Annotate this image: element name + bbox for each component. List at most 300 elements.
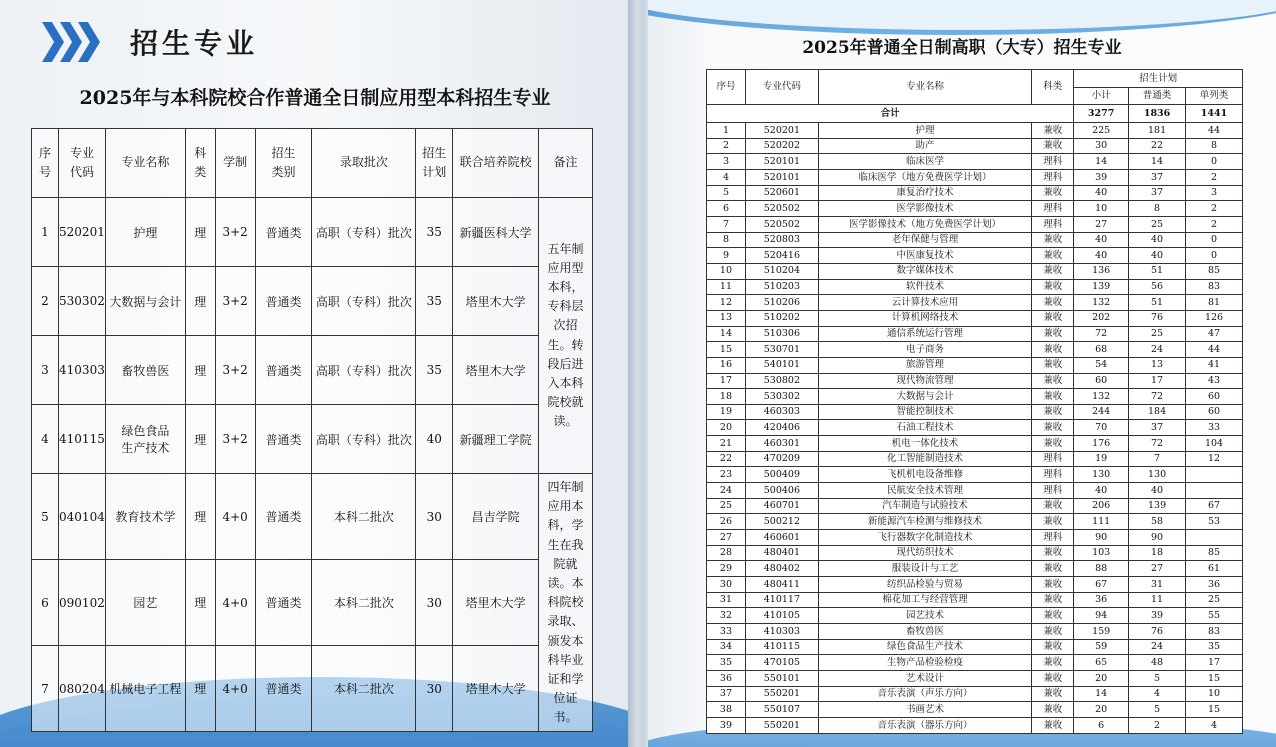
cell-no: 10 [707,263,746,279]
cell-category: 普通类 [255,198,312,267]
cell-name: 园艺技术 [818,608,1031,624]
cell-no: 30 [707,577,746,593]
cell-regular: 27 [1129,561,1186,577]
table-row [707,138,1243,154]
table-row [707,670,1243,686]
cell-name: 康复治疗技术 [818,185,1031,201]
total-separate: 1441 [1186,105,1243,123]
cell-code: 470105 [745,655,818,671]
cell-subtotal: 36 [1074,592,1129,608]
cell-separate: 83 [1186,279,1243,295]
cell-code: 090102 [58,560,105,646]
cell-regular: 37 [1129,420,1186,436]
cell-name: 医学影像技术 [818,201,1031,217]
cell-separate: 0 [1186,232,1243,248]
cell-subtotal: 60 [1074,373,1129,389]
cell-school: 昌吉学院 [453,474,539,560]
cell-type: 兼收 [1032,185,1074,201]
cell-code: 530302 [58,267,105,336]
cell-subtotal: 132 [1074,295,1129,311]
table-row [707,702,1243,718]
cell-code: 530701 [745,342,818,358]
cell-type: 兼收 [1032,279,1074,295]
cell-separate: 15 [1186,702,1243,718]
header-code: 专业代码 [745,70,818,105]
table-row [707,373,1243,389]
cell-name: 中医康复技术 [818,248,1031,264]
cell-batch: 高职（专科）批次 [312,198,416,267]
cell-plan: 30 [416,474,453,560]
cell-subtotal: 65 [1074,655,1129,671]
cell-separate: 0 [1186,248,1243,264]
cell-type: 兼收 [1032,639,1074,655]
cell-plan: 30 [416,560,453,646]
cell-name: 艺术设计 [818,670,1031,686]
cell-name: 音乐表演（声乐方向） [818,686,1031,702]
cell-name: 旅游管理 [818,357,1031,373]
cell-no: 7 [707,216,746,232]
cell-code: 520601 [745,185,818,201]
cell-name: 汽车制造与试验技术 [818,498,1031,514]
cell-regular: 11 [1129,592,1186,608]
cell-regular: 39 [1129,608,1186,624]
cell-subtotal: 39 [1074,169,1129,185]
cell-no: 6 [707,201,746,217]
header-type: 科类 [1032,70,1074,105]
note-five-year: 五年制应用型本科，专科层次招生。转段后进入本科院校就读。 [538,198,592,474]
cell-type: 兼收 [1032,670,1074,686]
cell-subtotal: 20 [1074,702,1129,718]
cell-separate: 81 [1186,295,1243,311]
cell-code: 410303 [58,336,105,405]
table-row [707,655,1243,671]
table-row [707,592,1243,608]
cell-type: 理科 [1032,154,1074,170]
table-row [707,279,1243,295]
cell-regular: 40 [1129,248,1186,264]
cell-subtotal: 202 [1074,310,1129,326]
cell-no: 27 [707,530,746,546]
cell-no: 1 [32,198,59,267]
cell-no: 24 [707,483,746,499]
cell-separate [1186,483,1243,499]
cell-subtotal: 244 [1074,404,1129,420]
cell-school: 塔里木大学 [453,336,539,405]
cell-separate: 44 [1186,123,1243,139]
column-header: 科 类 [185,129,215,198]
header-no: 序号 [707,70,746,105]
cell-separate: 2 [1186,216,1243,232]
cell-subtotal: 6 [1074,717,1129,733]
cell-separate: 60 [1186,404,1243,420]
cell-batch: 高职（专科）批次 [312,336,416,405]
cell-type: 理 [185,474,215,560]
cell-subtotal: 54 [1074,357,1129,373]
cell-type: 兼收 [1032,436,1074,452]
cell-school: 新疆理工学院 [453,405,539,474]
cell-name: 软件技术 [818,279,1031,295]
cell-code: 460301 [745,436,818,452]
cell-code: 510202 [745,310,818,326]
table-row [707,185,1243,201]
cell-separate: 33 [1186,420,1243,436]
cell-type: 理 [185,560,215,646]
vocational-majors-table [706,69,1243,734]
table-row [707,420,1243,436]
cell-type: 兼收 [1032,138,1074,154]
cell-code: 550201 [745,717,818,733]
table-row [707,483,1243,499]
cell-category: 普通类 [255,336,312,405]
cell-batch: 本科二批次 [312,474,416,560]
cell-subtotal: 20 [1074,670,1129,686]
cell-school: 塔里木大学 [453,267,539,336]
cell-regular: 72 [1129,389,1186,405]
table-row [707,232,1243,248]
cell-separate: 53 [1186,514,1243,530]
cell-name: 护理 [818,123,1031,139]
cell-subtotal: 40 [1074,232,1129,248]
cell-code: 410117 [745,592,818,608]
table-row [707,561,1243,577]
cell-regular: 58 [1129,514,1186,530]
cell-name: 现代纺织技术 [818,545,1031,561]
cell-code: 460303 [745,404,818,420]
cell-separate: 15 [1186,670,1243,686]
cell-duration: 3+2 [215,198,255,267]
cell-duration: 3+2 [215,336,255,405]
cell-duration: 4+0 [215,474,255,560]
table-row [707,530,1243,546]
cell-no: 36 [707,670,746,686]
table-row [707,608,1243,624]
cell-separate: 36 [1186,577,1243,593]
cell-name: 数字媒体技术 [818,263,1031,279]
cell-separate: 0 [1186,154,1243,170]
cell-separate [1186,530,1243,546]
cell-name: 纺织品检验与贸易 [818,577,1031,593]
table-row [32,267,593,336]
cell-type: 兼收 [1032,295,1074,311]
cell-regular: 25 [1129,326,1186,342]
table-row [707,216,1243,232]
cell-regular: 40 [1129,232,1186,248]
cell-regular: 76 [1129,310,1186,326]
table-row [32,405,593,474]
applied-bachelor-table [31,128,593,732]
cell-code: 410303 [745,624,818,640]
cell-code: 510203 [745,279,818,295]
cell-no: 2 [32,267,59,336]
cell-regular: 14 [1129,154,1186,170]
cell-code: 040104 [58,474,105,560]
cell-subtotal: 40 [1074,185,1129,201]
cell-name: 医学影像技术（地方免费医学计划） [818,216,1031,232]
cell-regular: 139 [1129,498,1186,514]
cell-regular: 76 [1129,624,1186,640]
cell-type: 兼收 [1032,702,1074,718]
table-row [707,123,1243,139]
table-row [707,577,1243,593]
cell-regular: 24 [1129,639,1186,655]
cell-code: 520416 [745,248,818,264]
cell-code: 520502 [745,201,818,217]
column-header: 序 号 [32,129,59,198]
cell-no: 5 [707,185,746,201]
column-header: 备注 [538,129,592,198]
column-header: 学制 [215,129,255,198]
cell-type: 兼收 [1032,608,1074,624]
cell-batch: 高职（专科）批次 [312,267,416,336]
cell-subtotal: 10 [1074,201,1129,217]
column-header: 录取批次 [312,129,416,198]
cell-type: 理 [185,198,215,267]
cell-no: 22 [707,451,746,467]
column-header: 招生 类别 [255,129,312,198]
total-label: 合计 [707,105,1074,123]
cell-regular: 37 [1129,169,1186,185]
cell-name: 棉花加工与经营管理 [818,592,1031,608]
cell-regular: 13 [1129,357,1186,373]
cell-separate: 41 [1186,357,1243,373]
chevron-icon [42,22,96,62]
header-plan: 招生计划 [1074,70,1243,88]
cell-separate: 3 [1186,185,1243,201]
cell-name: 飞机机电设备维修 [818,467,1031,483]
cell-category: 普通类 [255,267,312,336]
cell-name: 大数据与会计 [105,267,185,336]
cell-code: 460701 [745,498,818,514]
column-header: 联合培养院校 [453,129,539,198]
table-row [707,295,1243,311]
cell-type: 兼收 [1032,263,1074,279]
table-row [707,436,1243,452]
table-row [707,201,1243,217]
cell-code: 510206 [745,295,818,311]
cell-no: 33 [707,624,746,640]
cell-category: 普通类 [255,560,312,646]
cell-separate: 104 [1186,436,1243,452]
cell-separate: 35 [1186,639,1243,655]
cell-separate: 126 [1186,310,1243,326]
cell-type: 兼收 [1032,310,1074,326]
cell-separate: 60 [1186,389,1243,405]
cell-type: 理科 [1032,451,1074,467]
cell-code: 520101 [745,154,818,170]
cell-code: 520202 [745,138,818,154]
total-row [707,105,1243,123]
table-header [32,129,593,198]
cell-name: 临床医学 [818,154,1031,170]
cell-category: 普通类 [255,474,312,560]
cell-regular: 25 [1129,216,1186,232]
cell-no: 28 [707,545,746,561]
table-row [707,342,1243,358]
cell-name: 绿色食品生产技术 [818,639,1031,655]
cell-regular: 5 [1129,670,1186,686]
cell-plan: 30 [416,646,453,732]
table-row [707,389,1243,405]
cell-type: 兼收 [1032,326,1074,342]
cell-separate: 61 [1186,561,1243,577]
cell-regular: 37 [1129,185,1186,201]
cell-separate: 85 [1186,263,1243,279]
cell-no: 35 [707,655,746,671]
cell-regular: 51 [1129,295,1186,311]
cell-name: 助产 [818,138,1031,154]
cell-plan: 35 [416,336,453,405]
cell-code: 520101 [745,169,818,185]
cell-separate: 17 [1186,655,1243,671]
cell-code: 080204 [58,646,105,732]
cell-name: 临床医学（地方免费医学计划） [818,169,1031,185]
cell-name: 飞行器数字化制造技术 [818,530,1031,546]
cell-subtotal: 111 [1074,514,1129,530]
cell-type: 兼收 [1032,389,1074,405]
column-header: 专业 代码 [58,129,105,198]
cell-code: 510204 [745,263,818,279]
cell-type: 理科 [1032,467,1074,483]
cell-no: 3 [32,336,59,405]
cell-regular: 17 [1129,373,1186,389]
header-name: 专业名称 [818,70,1031,105]
cell-regular: 4 [1129,686,1186,702]
cell-subtotal: 30 [1074,138,1129,154]
cell-code: 500409 [745,467,818,483]
cell-code: 530302 [745,389,818,405]
cell-no: 37 [707,686,746,702]
cell-subtotal: 103 [1074,545,1129,561]
cell-no: 20 [707,420,746,436]
cell-regular: 5 [1129,702,1186,718]
cell-type: 理科 [1032,169,1074,185]
cell-regular: 8 [1129,201,1186,217]
cell-type: 兼收 [1032,655,1074,671]
cell-regular: 72 [1129,436,1186,452]
cell-duration: 3+2 [215,267,255,336]
cell-separate: 10 [1186,686,1243,702]
cell-name: 新能源汽车检测与维修技术 [818,514,1031,530]
cell-batch: 高职（专科）批次 [312,405,416,474]
cell-type: 理科 [1032,483,1074,499]
cell-separate: 83 [1186,624,1243,640]
cell-name: 现代物流管理 [818,373,1031,389]
cell-separate: 47 [1186,326,1243,342]
cell-no: 21 [707,436,746,452]
cell-name: 通信系统运行管理 [818,326,1031,342]
cell-regular: 2 [1129,717,1186,733]
table-row [707,154,1243,170]
cell-subtotal: 132 [1074,389,1129,405]
table-row [707,248,1243,264]
cell-no: 8 [707,232,746,248]
cell-subtotal: 70 [1074,420,1129,436]
cell-separate: 2 [1186,201,1243,217]
table-row [707,326,1243,342]
cell-plan: 35 [416,198,453,267]
cell-name: 石油工程技术 [818,420,1031,436]
table-row [707,686,1243,702]
cell-regular: 184 [1129,404,1186,420]
cell-subtotal: 206 [1074,498,1129,514]
cell-batch: 本科二批次 [312,560,416,646]
cell-subtotal: 225 [1074,123,1129,139]
cell-name: 生物产品检验检疫 [818,655,1031,671]
cell-name: 畜牧兽医 [818,624,1031,640]
cell-duration: 3+2 [215,405,255,474]
cell-type: 兼收 [1032,232,1074,248]
table-row [707,404,1243,420]
cell-no: 32 [707,608,746,624]
cell-code: 520803 [745,232,818,248]
cell-code: 520201 [745,123,818,139]
header-separate: 单列类 [1186,87,1243,105]
cell-code: 550107 [745,702,818,718]
table-header [707,70,1243,105]
table-row [707,545,1243,561]
cell-name: 电子商务 [818,342,1031,358]
total-regular: 1836 [1129,105,1186,123]
cell-subtotal: 59 [1074,639,1129,655]
cell-type: 兼收 [1032,686,1074,702]
cell-separate [1186,467,1243,483]
cell-name: 大数据与会计 [818,389,1031,405]
cell-regular: 7 [1129,451,1186,467]
cell-code: 550101 [745,670,818,686]
cell-separate: 25 [1186,592,1243,608]
cell-subtotal: 88 [1074,561,1129,577]
cell-name: 园艺 [105,560,185,646]
cell-no: 38 [707,702,746,718]
cell-subtotal: 90 [1074,530,1129,546]
cell-type: 兼收 [1032,624,1074,640]
cell-code: 510306 [745,326,818,342]
cell-duration: 4+0 [215,646,255,732]
cell-regular: 18 [1129,545,1186,561]
cell-name: 绿色食品 生产技术 [105,405,185,474]
cell-type: 理科 [1032,201,1074,217]
cell-code: 470209 [745,451,818,467]
total-subtotal: 3277 [1074,105,1129,123]
cell-no: 3 [707,154,746,170]
table-row [707,169,1243,185]
table-row [707,498,1243,514]
cell-no: 19 [707,404,746,420]
cell-no: 26 [707,514,746,530]
table-row [32,336,593,405]
cell-type: 兼收 [1032,577,1074,593]
table-row [32,474,593,560]
cell-separate: 8 [1186,138,1243,154]
cell-type: 兼收 [1032,357,1074,373]
cell-type: 兼收 [1032,717,1074,733]
cell-no: 1 [707,123,746,139]
cell-code: 530802 [745,373,818,389]
cell-type: 理 [185,646,215,732]
cell-regular: 48 [1129,655,1186,671]
cell-no: 29 [707,561,746,577]
cell-plan: 40 [416,405,453,474]
column-header: 招生 计划 [416,129,453,198]
cell-type: 理 [185,267,215,336]
cell-separate: 12 [1186,451,1243,467]
cell-regular: 24 [1129,342,1186,358]
cell-name: 机电一体化技术 [818,436,1031,452]
cell-code: 480401 [745,545,818,561]
cell-no: 15 [707,342,746,358]
table-row [32,646,593,732]
cell-no: 2 [707,138,746,154]
